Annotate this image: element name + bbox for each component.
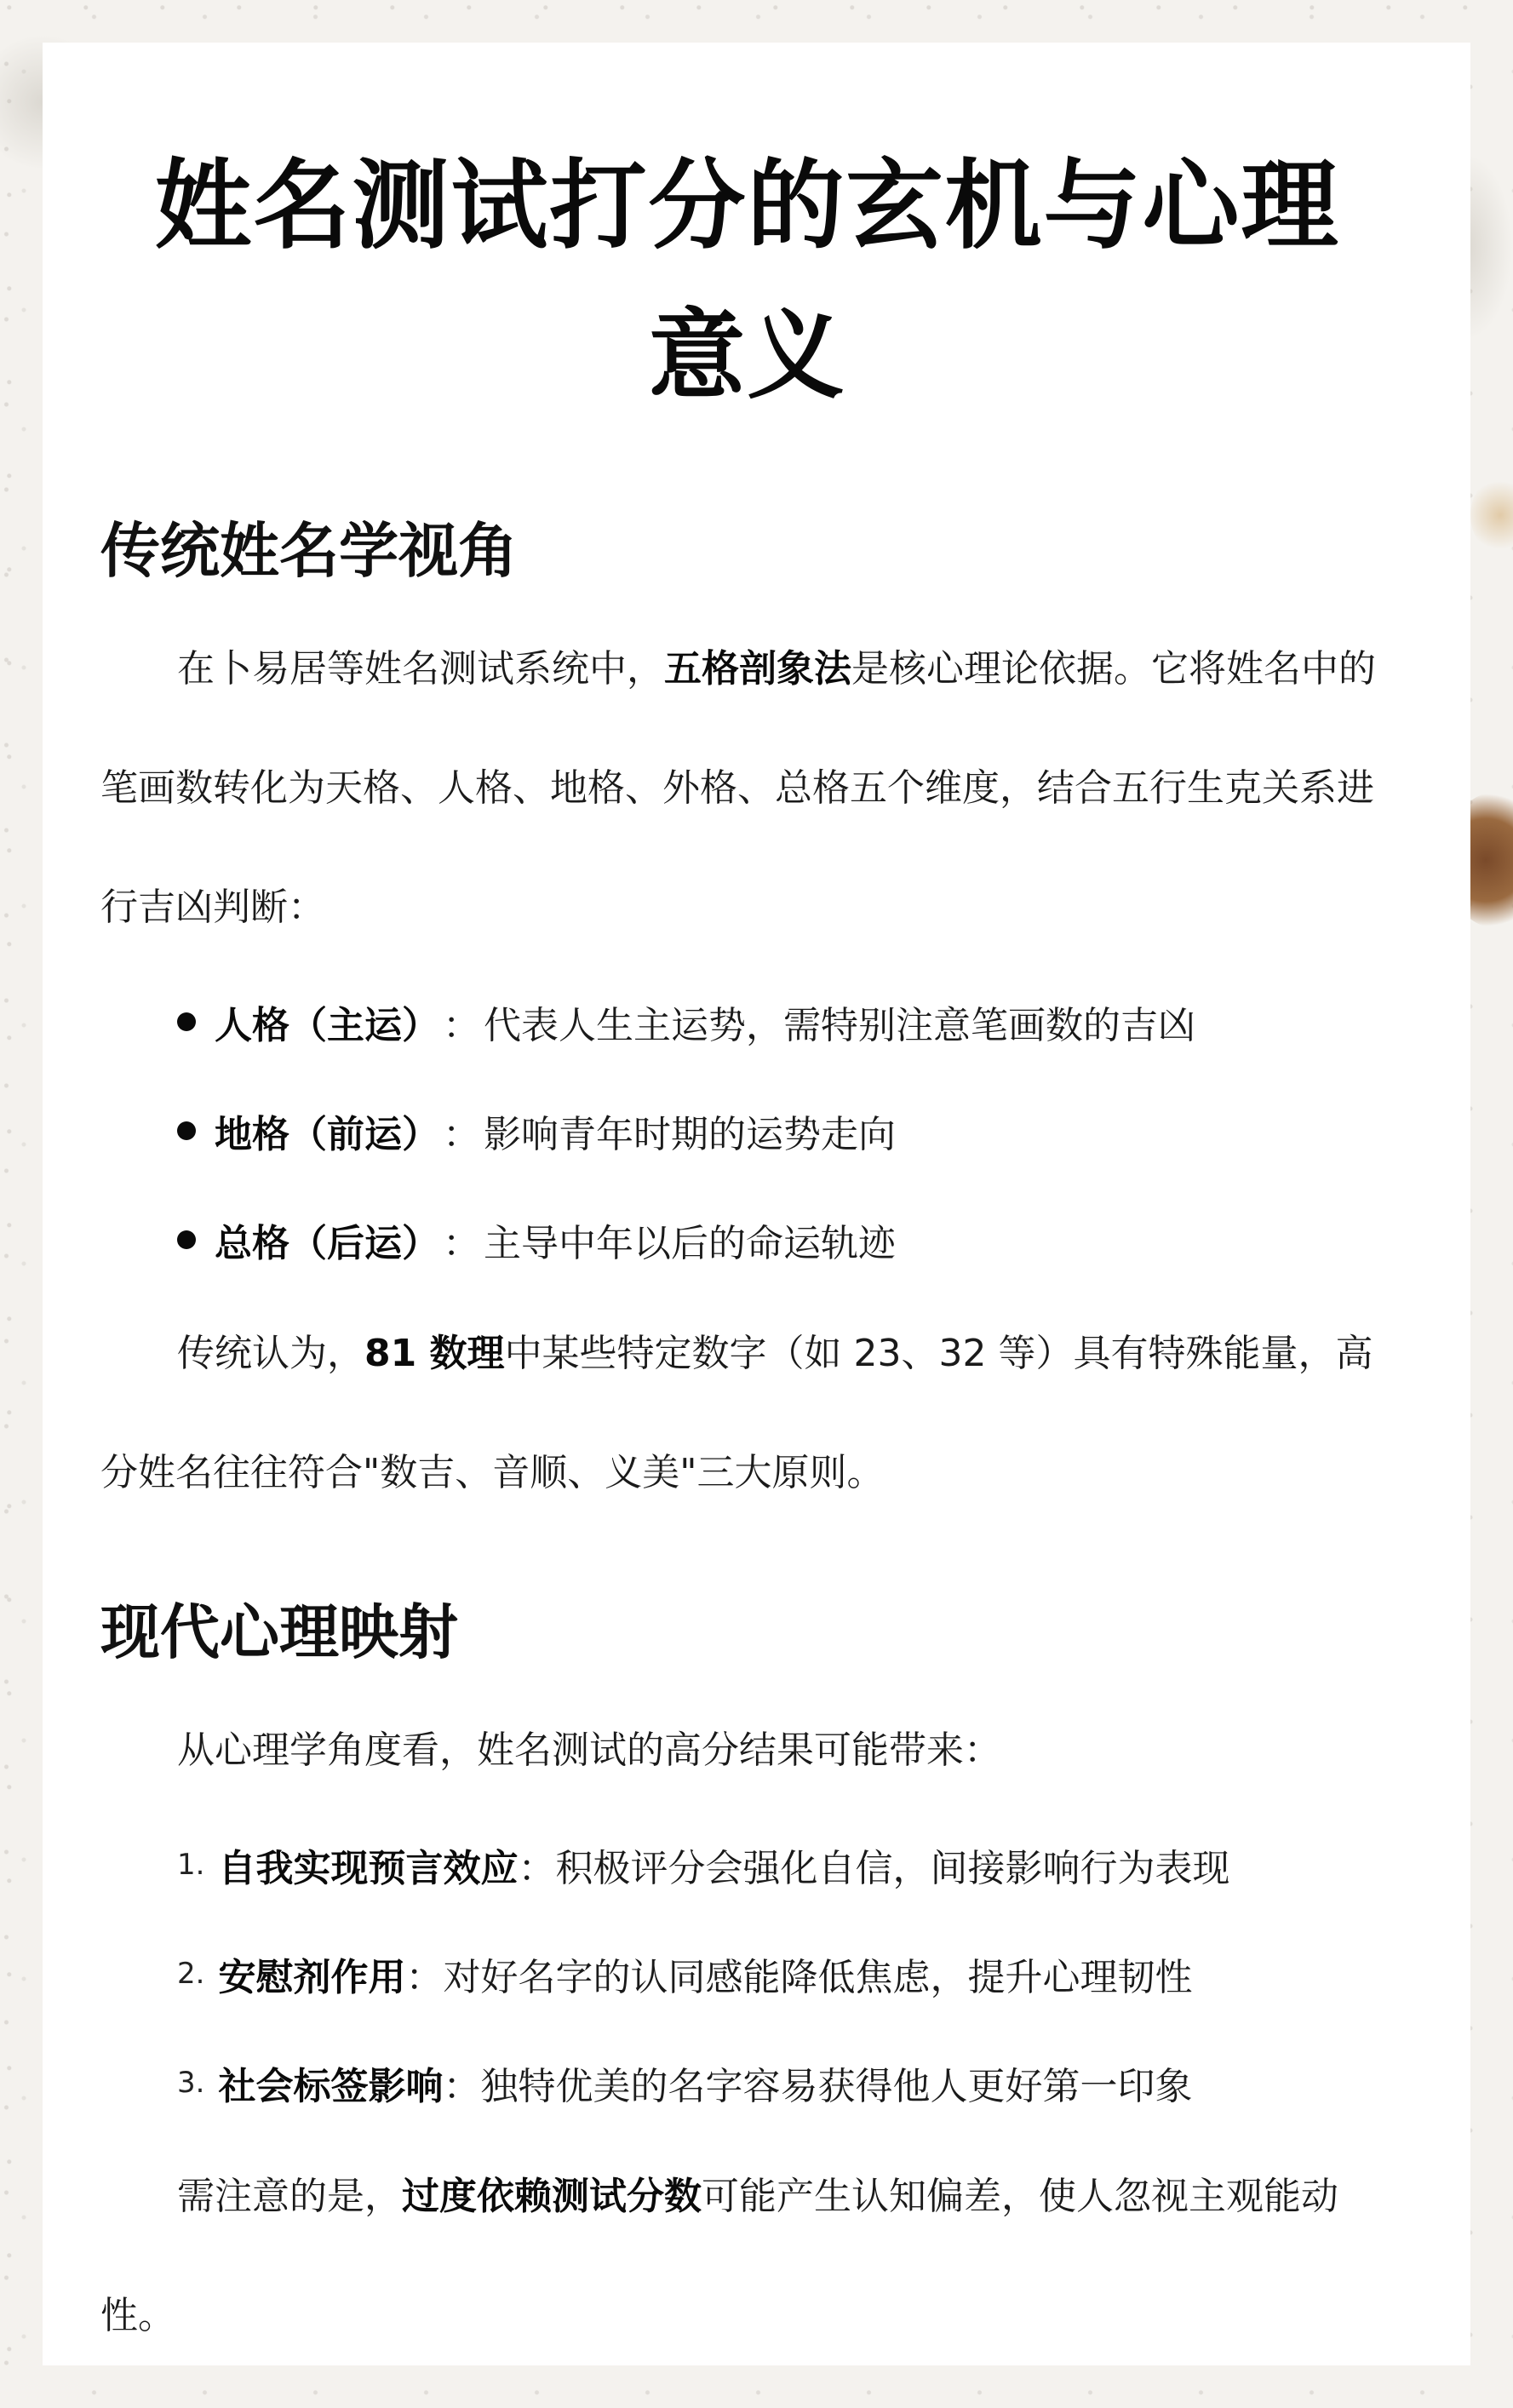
list-item-term: 安慰剂作用 [218, 1956, 406, 1999]
list-item: 1. 自我实现预言效应 ： 积极评分会强化自信，间接影响行为表现 [177, 1810, 1394, 1919]
list-item: 地格（前运） ： 影响青年时期的运势走向 [177, 1076, 1394, 1185]
list-item-desc: 主导中年以后的命运轨迹 [484, 1222, 896, 1265]
list-item-term: 地格（前运） [215, 1113, 439, 1156]
section-heading-psychology: 现代心理映射 [100, 1597, 458, 1667]
emphasis-text: 81 数理 [364, 1332, 505, 1375]
list-item: 总格（后运） ： 主导中年以后的命运轨迹 [177, 1185, 1394, 1294]
page-title: 姓名测试打分的玄机与心理意义 [154, 149, 1340, 412]
bullet-list [100, 967, 1394, 1294]
list-item-term: 自我实现预言效应 [218, 1847, 519, 1890]
list-item: 3. 社会标签影响 ： 独特优美的名字容易获得他人更好第一印象 [177, 2028, 1394, 2137]
list-item: 人格（主运） ： 代表人生主运势，需特别注意笔画数的吉凶 [177, 967, 1394, 1076]
section-heading-traditional: 传统姓名学视角 [100, 516, 518, 586]
list-item-desc: 独特优美的名字容易获得他人更好第一印象 [480, 2065, 1193, 2108]
bullet-icon [177, 1121, 196, 1140]
section-outro-paragraph: 需注意的是，过度依赖测试分数可能产生认知偏差，使人忽视主观能动性。 [100, 2175, 1338, 2337]
bullet-icon [177, 1012, 196, 1031]
list-item-desc: 代表人生主运势，需特别注意笔画数的吉凶 [484, 1004, 1195, 1047]
list-item-term: 社会标签影响 [218, 2065, 444, 2108]
list-item-term: 人格（主运） [215, 1004, 439, 1047]
section-intro-paragraph: 在卜易居等姓名测试系统中，五格剖象法是核心理论依据。它将姓名中的笔画数转化为天格、人格、地格、外格、总格五个维度，结合五行生克关系进行吉凶判断： [100, 647, 1376, 929]
bullet-icon [177, 1230, 196, 1249]
emphasis-text: 过度依赖测试分数 [402, 2175, 702, 2218]
list-item-term: 总格（后运） [215, 1222, 439, 1265]
numbered-list [100, 1810, 1394, 2137]
list-item: 2. 安慰剂作用 ： 对好名字的认同感能降低焦虑，提升心理韧性 [177, 1919, 1394, 2028]
emphasis-text: 五格剖象法 [664, 647, 851, 691]
article-card [43, 43, 1470, 2365]
list-number: 3. [177, 2066, 205, 2100]
list-item-desc: 对好名字的认同感能降低焦虑，提升心理韧性 [443, 1956, 1193, 1999]
list-item-desc: 影响青年时期的运势走向 [484, 1113, 896, 1156]
list-number: 1. [177, 1848, 205, 1882]
list-number: 2. [177, 1957, 205, 1991]
list-item-desc: 积极评分会强化自信，间接影响行为表现 [555, 1847, 1230, 1890]
section-outro-paragraph: 传统认为，81 数理中某些特定数字（如 23、32 等）具有特殊能量，高分姓名往往符合"数吉、音顺、义美"三大原则。 [100, 1332, 1373, 1494]
section-intro-paragraph: 从心理学角度看，姓名测试的高分结果可能带来： [177, 1729, 1001, 1772]
